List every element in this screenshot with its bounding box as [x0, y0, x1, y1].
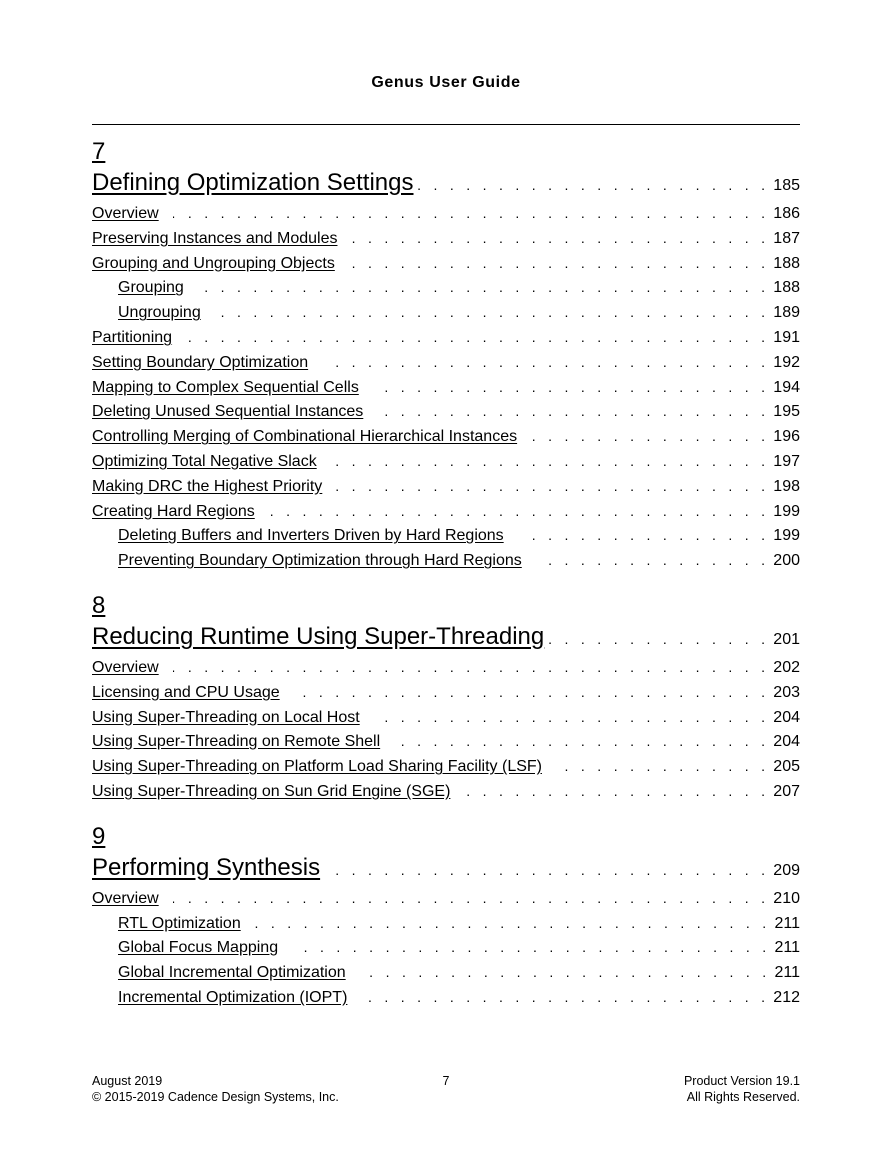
toc-entry-link[interactable]: Making DRC the Highest Priority [92, 477, 323, 495]
toc-page-number: 199 [773, 527, 800, 545]
toc-entry-link[interactable]: Preventing Boundary Optimization through Hard Regions [118, 552, 522, 570]
chapter-7 [92, 137, 800, 573]
toc-entry-link[interactable]: Using Super-Threading on Remote Shell [92, 733, 381, 751]
dot-leader [531, 424, 769, 449]
toc-entry-link[interactable]: RTL Optimization [118, 914, 241, 932]
document-page [92, 0, 800, 1155]
toc-entry [92, 399, 800, 424]
chapter-page-number: 185 [773, 177, 800, 194]
dot-leader [377, 399, 769, 424]
dot-leader [556, 754, 769, 779]
toc-entry [92, 201, 800, 226]
toc-page-number: 211 [774, 939, 800, 957]
chapter-number-link[interactable]: 9 [92, 822, 106, 850]
toc-entry-link[interactable]: Partitioning [92, 328, 173, 346]
dot-leader [322, 350, 769, 375]
toc-subentry [92, 985, 800, 1010]
dot-leader [186, 325, 769, 350]
toc-subentry [92, 300, 800, 325]
chapter-title-row [92, 852, 800, 884]
toc-entry [92, 680, 800, 705]
toc-subentry [92, 523, 800, 548]
dot-leader [394, 729, 769, 754]
toc-page-number: 191 [773, 328, 800, 346]
toc-entry [92, 705, 800, 730]
dot-leader [518, 523, 770, 548]
toc-entry-link[interactable]: Overview [92, 658, 159, 676]
chapter-page-number: 201 [773, 630, 800, 648]
dot-leader [198, 275, 769, 300]
toc-entry-link[interactable]: Ungrouping [118, 304, 201, 322]
toc-page-number: 188 [773, 279, 800, 297]
toc-entry [92, 350, 800, 375]
toc-subentry [92, 275, 800, 300]
dot-leader [374, 705, 770, 730]
toc-entry-link[interactable]: Global Incremental Optimization [118, 964, 346, 982]
toc-page-number: 199 [773, 502, 800, 520]
toc-entry [92, 886, 800, 911]
toc-entry [92, 449, 800, 474]
toc-page-number: 186 [773, 205, 800, 222]
toc-subentry [92, 548, 800, 573]
toc-entry-link[interactable]: Grouping and Ungrouping Objects [92, 254, 335, 272]
toc-page-number: 211 [774, 914, 800, 932]
toc-page-number: 210 [773, 889, 800, 907]
dot-leader [215, 300, 770, 325]
toc-page-number: 197 [773, 452, 800, 470]
toc-page-number: 200 [773, 552, 800, 570]
footer-rights: All Rights Reserved. [686, 1090, 800, 1104]
chapter-title-link[interactable]: Performing Synthesis [92, 853, 321, 881]
toc-entry [92, 474, 800, 499]
toc-entry-link[interactable]: Incremental Optimization (IOPT) [118, 988, 348, 1006]
toc-subentry [92, 960, 800, 985]
chapter-9 [92, 822, 800, 1010]
toc-page-number: 192 [773, 353, 800, 371]
chapter-8 [92, 591, 800, 804]
toc-page-number: 195 [773, 403, 800, 421]
toc-page-number: 194 [773, 378, 800, 396]
dot-leader [269, 499, 770, 524]
toc-page-number: 204 [773, 733, 800, 751]
dot-leader [418, 169, 770, 201]
footer-page-number: 7 [442, 1074, 450, 1088]
footer-copyright: © 2015-2019 Cadence Design Systems, Inc. [92, 1090, 339, 1104]
toc-page-number: 187 [773, 229, 800, 247]
toc-entry-link[interactable]: Deleting Buffers and Inverters Driven by Hard Regions [118, 527, 504, 545]
toc-entry-link[interactable]: Preserving Instances and Modules [92, 229, 338, 247]
toc-page-number: 207 [773, 782, 800, 800]
toc-entry-link[interactable]: Deleting Unused Sequential Instances [92, 403, 364, 421]
toc-entry-link[interactable]: Licensing and CPU Usage [92, 683, 280, 701]
dot-leader [349, 251, 769, 276]
toc-entry [92, 375, 800, 400]
table-of-contents [92, 137, 800, 1028]
toc-entry [92, 226, 800, 251]
chapter-number-link[interactable]: 8 [92, 591, 106, 619]
toc-page-number: 203 [773, 683, 800, 701]
toc-entry-link[interactable]: Setting Boundary Optimization [92, 353, 309, 371]
toc-entry [92, 655, 800, 680]
toc-entry [92, 424, 800, 449]
dot-leader [173, 655, 770, 680]
toc-entry-link[interactable]: Grouping [118, 279, 184, 297]
toc-page-number: 198 [773, 477, 800, 495]
dot-leader [331, 449, 770, 474]
toc-entry [92, 779, 800, 804]
dot-leader [360, 960, 771, 985]
toc-subentry [92, 911, 800, 936]
toc-entry [92, 251, 800, 276]
toc-entry-link[interactable]: Global Focus Mapping [118, 939, 279, 957]
dot-leader [324, 854, 769, 886]
toc-page-number: 205 [773, 758, 800, 776]
chapter-title-row [92, 621, 800, 653]
toc-page-number: 211 [774, 964, 800, 982]
dot-leader [294, 680, 770, 705]
footer-date: August 2019 [92, 1074, 163, 1088]
toc-entry [92, 325, 800, 350]
toc-entry-link[interactable]: Mapping to Complex Sequential Cells [92, 378, 359, 396]
toc-entry [92, 499, 800, 524]
chapter-title-row [92, 167, 800, 199]
footer-right [684, 1073, 800, 1105]
dot-leader [464, 779, 769, 804]
dot-leader [173, 886, 770, 911]
dot-leader [548, 623, 769, 655]
dot-leader [336, 474, 769, 499]
dot-leader [536, 548, 770, 573]
toc-page-number: 204 [773, 708, 800, 726]
dot-leader [351, 226, 769, 251]
toc-entry-link[interactable]: Optimizing Total Negative Slack [92, 452, 317, 470]
toc-subentry [92, 935, 800, 960]
toc-entry-link[interactable]: Using Super-Threading on Platform Load Sharing Facility (LSF) [92, 758, 542, 776]
dot-leader [361, 985, 769, 1010]
chapter-title-link[interactable]: Reducing Runtime Using Super-Threading [92, 622, 545, 650]
footer-product-version: Product Version 19.1 [683, 1074, 800, 1088]
toc-page-number: 189 [773, 304, 800, 322]
toc-entry-link[interactable]: Using Super-Threading on Local Host [92, 708, 360, 726]
page-header: Genus User Guide [371, 74, 521, 91]
chapter-page-number: 209 [773, 861, 800, 879]
toc-page-number: 202 [773, 658, 800, 676]
dot-leader [373, 375, 769, 400]
toc-entry [92, 754, 800, 779]
dot-leader [173, 201, 770, 226]
toc-entry-link[interactable]: Using Super-Threading on Sun Grid Engine (SGE) [92, 782, 451, 800]
toc-page-number: 188 [773, 254, 800, 272]
toc-entry [92, 729, 800, 754]
header-rule [92, 124, 800, 125]
chapter-title-link[interactable]: Defining Optimization Settings [92, 169, 414, 196]
toc-entry-link[interactable]: Overview [92, 205, 159, 222]
dot-leader [255, 911, 771, 936]
chapter-number-link[interactable]: 7 [92, 138, 106, 165]
toc-page-number: 212 [773, 988, 800, 1006]
toc-entry-link[interactable]: Overview [92, 889, 159, 907]
toc-page-number: 196 [773, 428, 800, 446]
toc-entry-link[interactable]: Controlling Merging of Combinational Hierarchical Instances [92, 428, 518, 446]
dot-leader [292, 935, 770, 960]
toc-entry-link[interactable]: Creating Hard Regions [92, 502, 255, 520]
